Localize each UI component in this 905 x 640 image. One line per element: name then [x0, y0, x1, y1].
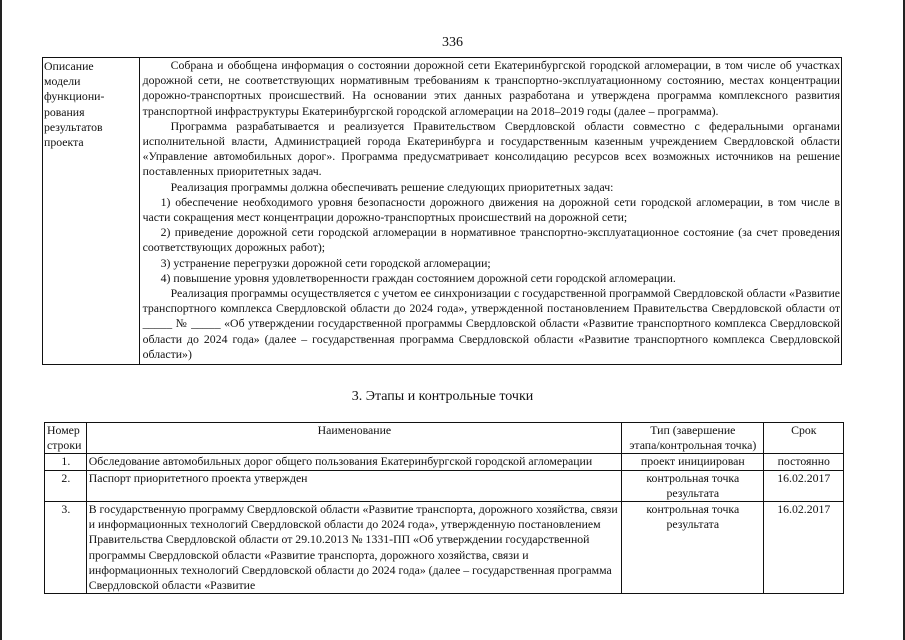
- header-deadline: Срок: [763, 423, 843, 454]
- header-line: этапа/контрольная точка): [629, 438, 757, 453]
- task-item: 3) устранение перегрузки дорожной сети городской агломерации;: [160, 255, 491, 270]
- task-item: 1) обеспечение необходимого уровня безопасности дорожного движения на дорожной сети городской агломерации, в том числе в части сокращения мест концентрации дорожно-транспортных происшествий на дорожной сети;: [142, 194, 840, 225]
- task-item: 2) приведение дорожной сети городской агломерации в нормативное транспортно-эксплуатационное состояние (за счет проведения соответствующих дорожных работ);: [142, 225, 840, 255]
- stages-table: [44, 422, 844, 594]
- scan-left-edge: [0, 0, 2, 640]
- label-line: проекта: [44, 135, 84, 150]
- row-deadline: постоянно: [763, 454, 843, 470]
- label-line: модели: [44, 74, 81, 89]
- label-line: Описание: [44, 59, 94, 73]
- description-body-cell: [139, 58, 841, 365]
- label-line: функциони-: [44, 89, 105, 104]
- row-name: Обследование автомобильных дорог общего пользования Екатеринбургской городской агломерации: [86, 454, 621, 470]
- header-name: Наименование: [86, 423, 621, 454]
- row-number: 2.: [45, 470, 87, 501]
- page-number: 336: [442, 35, 463, 50]
- row-type: контрольная точка результата: [622, 470, 763, 501]
- row-deadline: 16.02.2017: [763, 502, 843, 594]
- row-name: В государственную программу Свердловской области «Развитие транспорта, дорожного хозяйства, связи и информационных технологий Свердловской области до 2024 года», утвержденную постановлением Правительства Свердловской области от 29.10.2013 № 1331-ПП «Об утверждении государственной программы Свердловской области «Развитие транспорта, дорожного хозяйства, связи и информационных технологий Свердловской области до 2024 года» (далее – государственная программа Свердловской области «Развитие: [86, 502, 621, 594]
- row-number: 1.: [45, 454, 87, 470]
- row-type: контрольная точка результата: [622, 502, 763, 594]
- paragraph: Программа разрабатывается и реализуется Правительством Свердловской области совместно с федеральными органами исполнительной власти, Администрацией города Екатеринбурга и государственным казенным учреждением Свердловской области «Управление автомобильных дорог». Программа предусматривает консолидацию ресурсов всех возможных источников на решение поставленных приоритетных задач.: [142, 118, 840, 179]
- paragraph: Реализация программы осуществляется с учетом ее синхронизации с государственной программой Свердловской области «Развитие транспортного комплекса Свердловской области до 2024 года», утвержденной постановлением Правительства Свердловской области от _____ № _____ «Об утверждении государственной программы Свердловской области «Развитие транспортного комплекса Свердловской области до 2024 года» (далее – государственная программа Свердловской области «Развитие транспортного комплекса Свердловской области»): [142, 286, 840, 361]
- table-row: [45, 454, 844, 470]
- section-title: 3. Этапы и контрольные точки: [351, 389, 534, 404]
- task-item: 4) повышение уровня удовлетворенности граждан состоянием дорожной сети городской агломерации.: [160, 270, 676, 285]
- table-row: [45, 502, 844, 594]
- label-line: результатов: [44, 119, 103, 134]
- label-line: рования: [44, 104, 85, 119]
- header-line: Номер: [47, 423, 80, 437]
- header-type: [622, 423, 763, 454]
- description-label-cell: [43, 58, 140, 365]
- header-line: Тип (завершение: [650, 423, 736, 437]
- paragraph: Реализация программы должна обеспечивать решение следующих приоритетных задач:: [170, 179, 614, 194]
- header-row-number: [45, 423, 87, 454]
- table-row: [45, 470, 844, 501]
- description-row: [43, 58, 842, 365]
- paragraph: Собрана и обобщена информация о состоянии дорожной сети Екатеринбургской городской агломерации, в том числе об участках дорожной сети, не соответствующих нормативным требованиям к транспортно-эксплуатационному состоянию, местах концентрации дорожно-транспортных происшествий. На основании этих данных разработана и утверждена программа комплексного развития транспортной инфраструктуры Екатеринбургской городской агломерации на 2018–2019 годы (далее – программа).: [142, 58, 840, 118]
- row-type: проект инициирован: [622, 454, 763, 470]
- row-deadline: 16.02.2017: [763, 470, 843, 501]
- header-line: строки: [47, 438, 82, 453]
- project-description-table: [42, 57, 842, 365]
- row-number: 3.: [45, 502, 87, 594]
- table-header-row: [45, 423, 844, 454]
- row-name: Паспорт приоритетного проекта утвержден: [86, 470, 621, 501]
